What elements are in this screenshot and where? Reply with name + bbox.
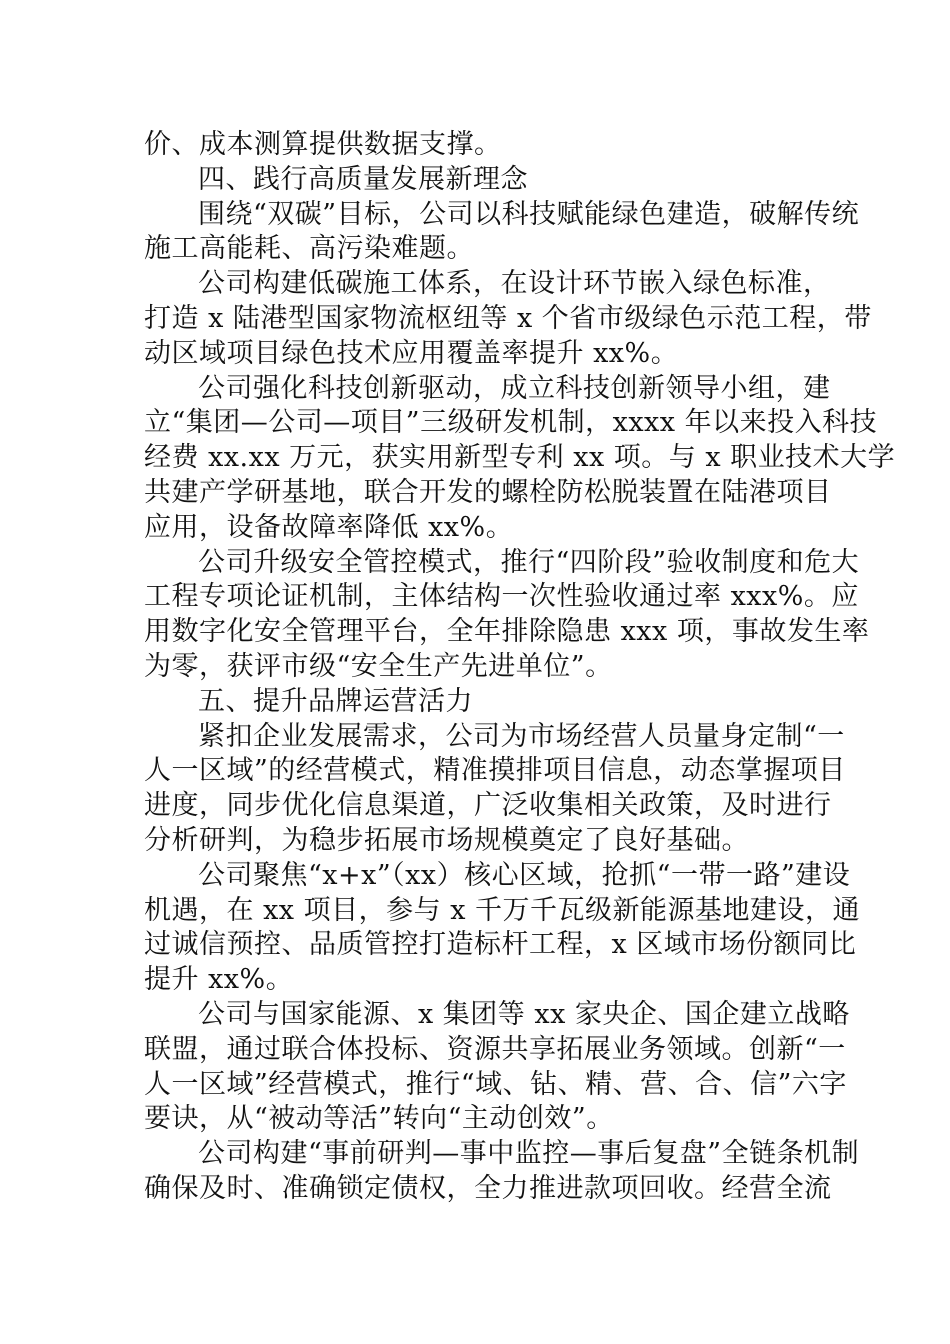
paragraph-line: 打造 x 陆港型国家物流枢纽等 x 个省市级绿色示范工程，带: [144, 302, 872, 334]
paragraph-line: 围绕“双碳”目标，公司以科技赋能绿色建造，破解传统: [198, 198, 860, 230]
paragraph-line: 确保及时、准确锁定债权，全力推进款项回收。经营全流: [144, 1172, 832, 1204]
paragraph-line: 经费 xx.xx 万元，获实用新型专利 xx 项。与 x 职业技术大学: [144, 442, 896, 474]
paragraph-line: 分析研判，为稳步拓展市场规模奠定了良好基础。: [144, 824, 749, 856]
paragraph-line: 紧扣企业发展需求，公司为市场经营人员量身定制“一: [198, 720, 845, 752]
paragraph-line: 过诚信预控、品质管控打造标杆工程，x 区域市场份额同比: [144, 929, 857, 961]
paragraph-line: 人一区域”的经营模式，精准摸排项目信息，动态掌握项目: [144, 755, 846, 787]
paragraph-line: 为零，获评市级“安全生产先进单位”。: [144, 650, 613, 682]
paragraph-line: 联盟，通过联合体投标、资源共享拓展业务领域。创新“一: [144, 1033, 846, 1065]
paragraph-line: 共建产学研基地，联合开发的螺栓防松脱装置在陆港项目: [144, 476, 832, 508]
paragraph-line: 价、成本测算提供数据支撑。: [144, 129, 502, 160]
paragraph-line: 人一区域”经营模式，推行“域、钻、精、营、合、信”六字: [144, 1068, 847, 1100]
paragraph-line: 公司构建低碳施工体系，在设计环节嵌入绿色标准，: [198, 268, 831, 300]
paragraph-line: 公司强化科技创新驱动，成立科技创新领导小组，建: [198, 372, 831, 404]
paragraph-line: 机遇，在 xx 项目，参与 x 千万千瓦级新能源基地建设，通: [144, 894, 861, 926]
paragraph-line: 公司聚焦“x+x”（xx）核心区域，抢抓“一带一路”建设: [198, 859, 851, 891]
paragraph-line: 公司构建“事前研判—事中监控—事后复盘”全链条机制: [198, 1138, 860, 1170]
document-body: [144, 128, 896, 1207]
paragraph-line: 公司升级安全管控模式，推行“四阶段”验收制度和危大: [198, 546, 860, 578]
paragraph-line: 动区域项目绿色技术应用覆盖率提升 xx%。: [144, 337, 679, 369]
paragraph-line: 要诀，从“被动等活”转向“主动创效”。: [144, 1103, 614, 1135]
paragraph-line: 进度，同步优化信息渠道，广泛收集相关政策，及时进行: [144, 790, 832, 822]
paragraph-line: 施工高能耗、高污染难题。: [144, 233, 474, 265]
paragraph-line: 公司与国家能源、x 集团等 xx 家央企、国企建立战略: [198, 998, 850, 1030]
paragraph-line: 提升 xx%。: [144, 964, 294, 996]
paragraph-line: 工程专项论证机制，主体结构一次性验收通过率 xxx%。应: [144, 581, 859, 613]
section-heading-4: 四、践行高质量发展新理念: [198, 163, 528, 195]
paragraph-line: 立“集团—公司—项目”三级研发机制，xxxx 年以来投入科技: [144, 407, 878, 439]
section-heading-5: 五、提升品牌运营活力: [198, 685, 473, 717]
paragraph-line: 应用，设备故障率降低 xx%。: [144, 511, 514, 543]
paragraph-line: 用数字化安全管理平台，全年排除隐患 xxx 项，事故发生率: [144, 616, 870, 648]
